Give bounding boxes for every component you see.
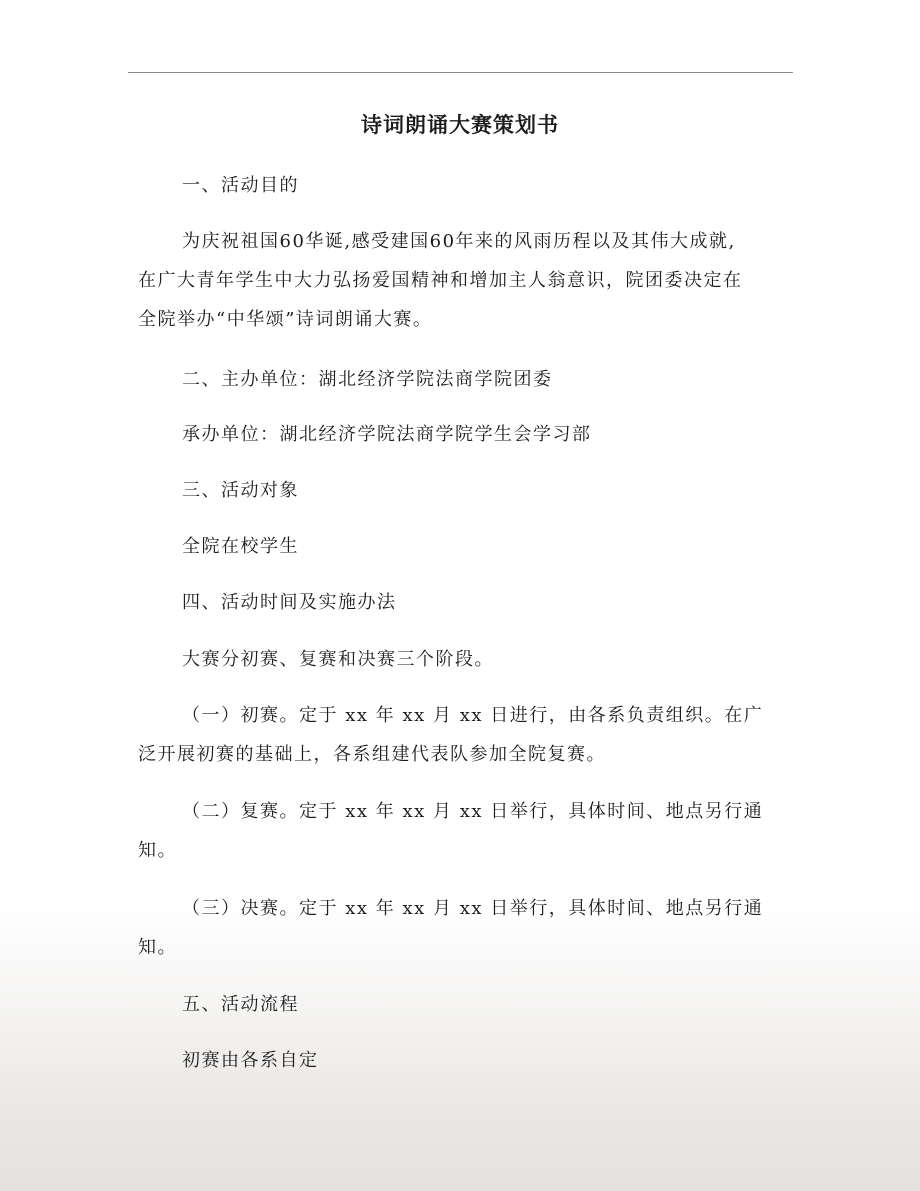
semifinal-line-1: （二）复赛。定于 xx 年 xx 月 xx 日举行，具体时间、地点另行通	[182, 801, 764, 822]
section-schedule-intro: 大赛分初赛、复赛和决赛三个阶段。	[182, 649, 494, 670]
section-organizer: 二、主办单位：湖北经济学院法商学院团委	[182, 369, 553, 390]
final-line-1: （三）决赛。定于 xx 年 xx 月 xx 日举行，具体时间、地点另行通	[182, 898, 764, 919]
section-target-body: 全院在校学生	[182, 536, 299, 557]
purpose-line-1: 为庆祝祖国60华诞,感受建国60年来的风雨历程以及其伟大成就,	[182, 231, 736, 252]
section-co-organizer: 承办单位：湖北经济学院法商学院学生会学习部	[182, 424, 592, 445]
section-purpose-heading: 一、活动目的	[182, 175, 299, 196]
section-process-body: 初赛由各系自定	[182, 1050, 319, 1071]
section-process-heading: 五、活动流程	[182, 994, 299, 1015]
section-target-heading: 三、活动对象	[182, 480, 299, 501]
section-preliminary	[138, 696, 788, 774]
semifinal-line-2: 知。	[138, 840, 177, 861]
purpose-line-3: 全院举办“中华颂”诗词朗诵大赛。	[138, 309, 433, 330]
purpose-line-2: 在广大青年学生中大力弘扬爱国精神和增加主人翁意识，院团委决定在	[138, 270, 743, 291]
section-purpose-body	[138, 222, 788, 339]
section-semifinal	[138, 792, 788, 870]
section-final	[138, 889, 788, 967]
header-rule	[128, 72, 793, 73]
section-schedule-heading: 四、活动时间及实施办法	[182, 592, 397, 613]
preliminary-line-1: （一）初赛。定于 xx 年 xx 月 xx 日进行，由各系负责组织。在广	[182, 705, 764, 726]
final-line-2: 知。	[138, 937, 177, 958]
document-title: 诗词朗诵大赛策划书	[361, 112, 559, 137]
preliminary-line-2: 泛开展初赛的基础上，各系组建代表队参加全院复赛。	[138, 744, 606, 765]
